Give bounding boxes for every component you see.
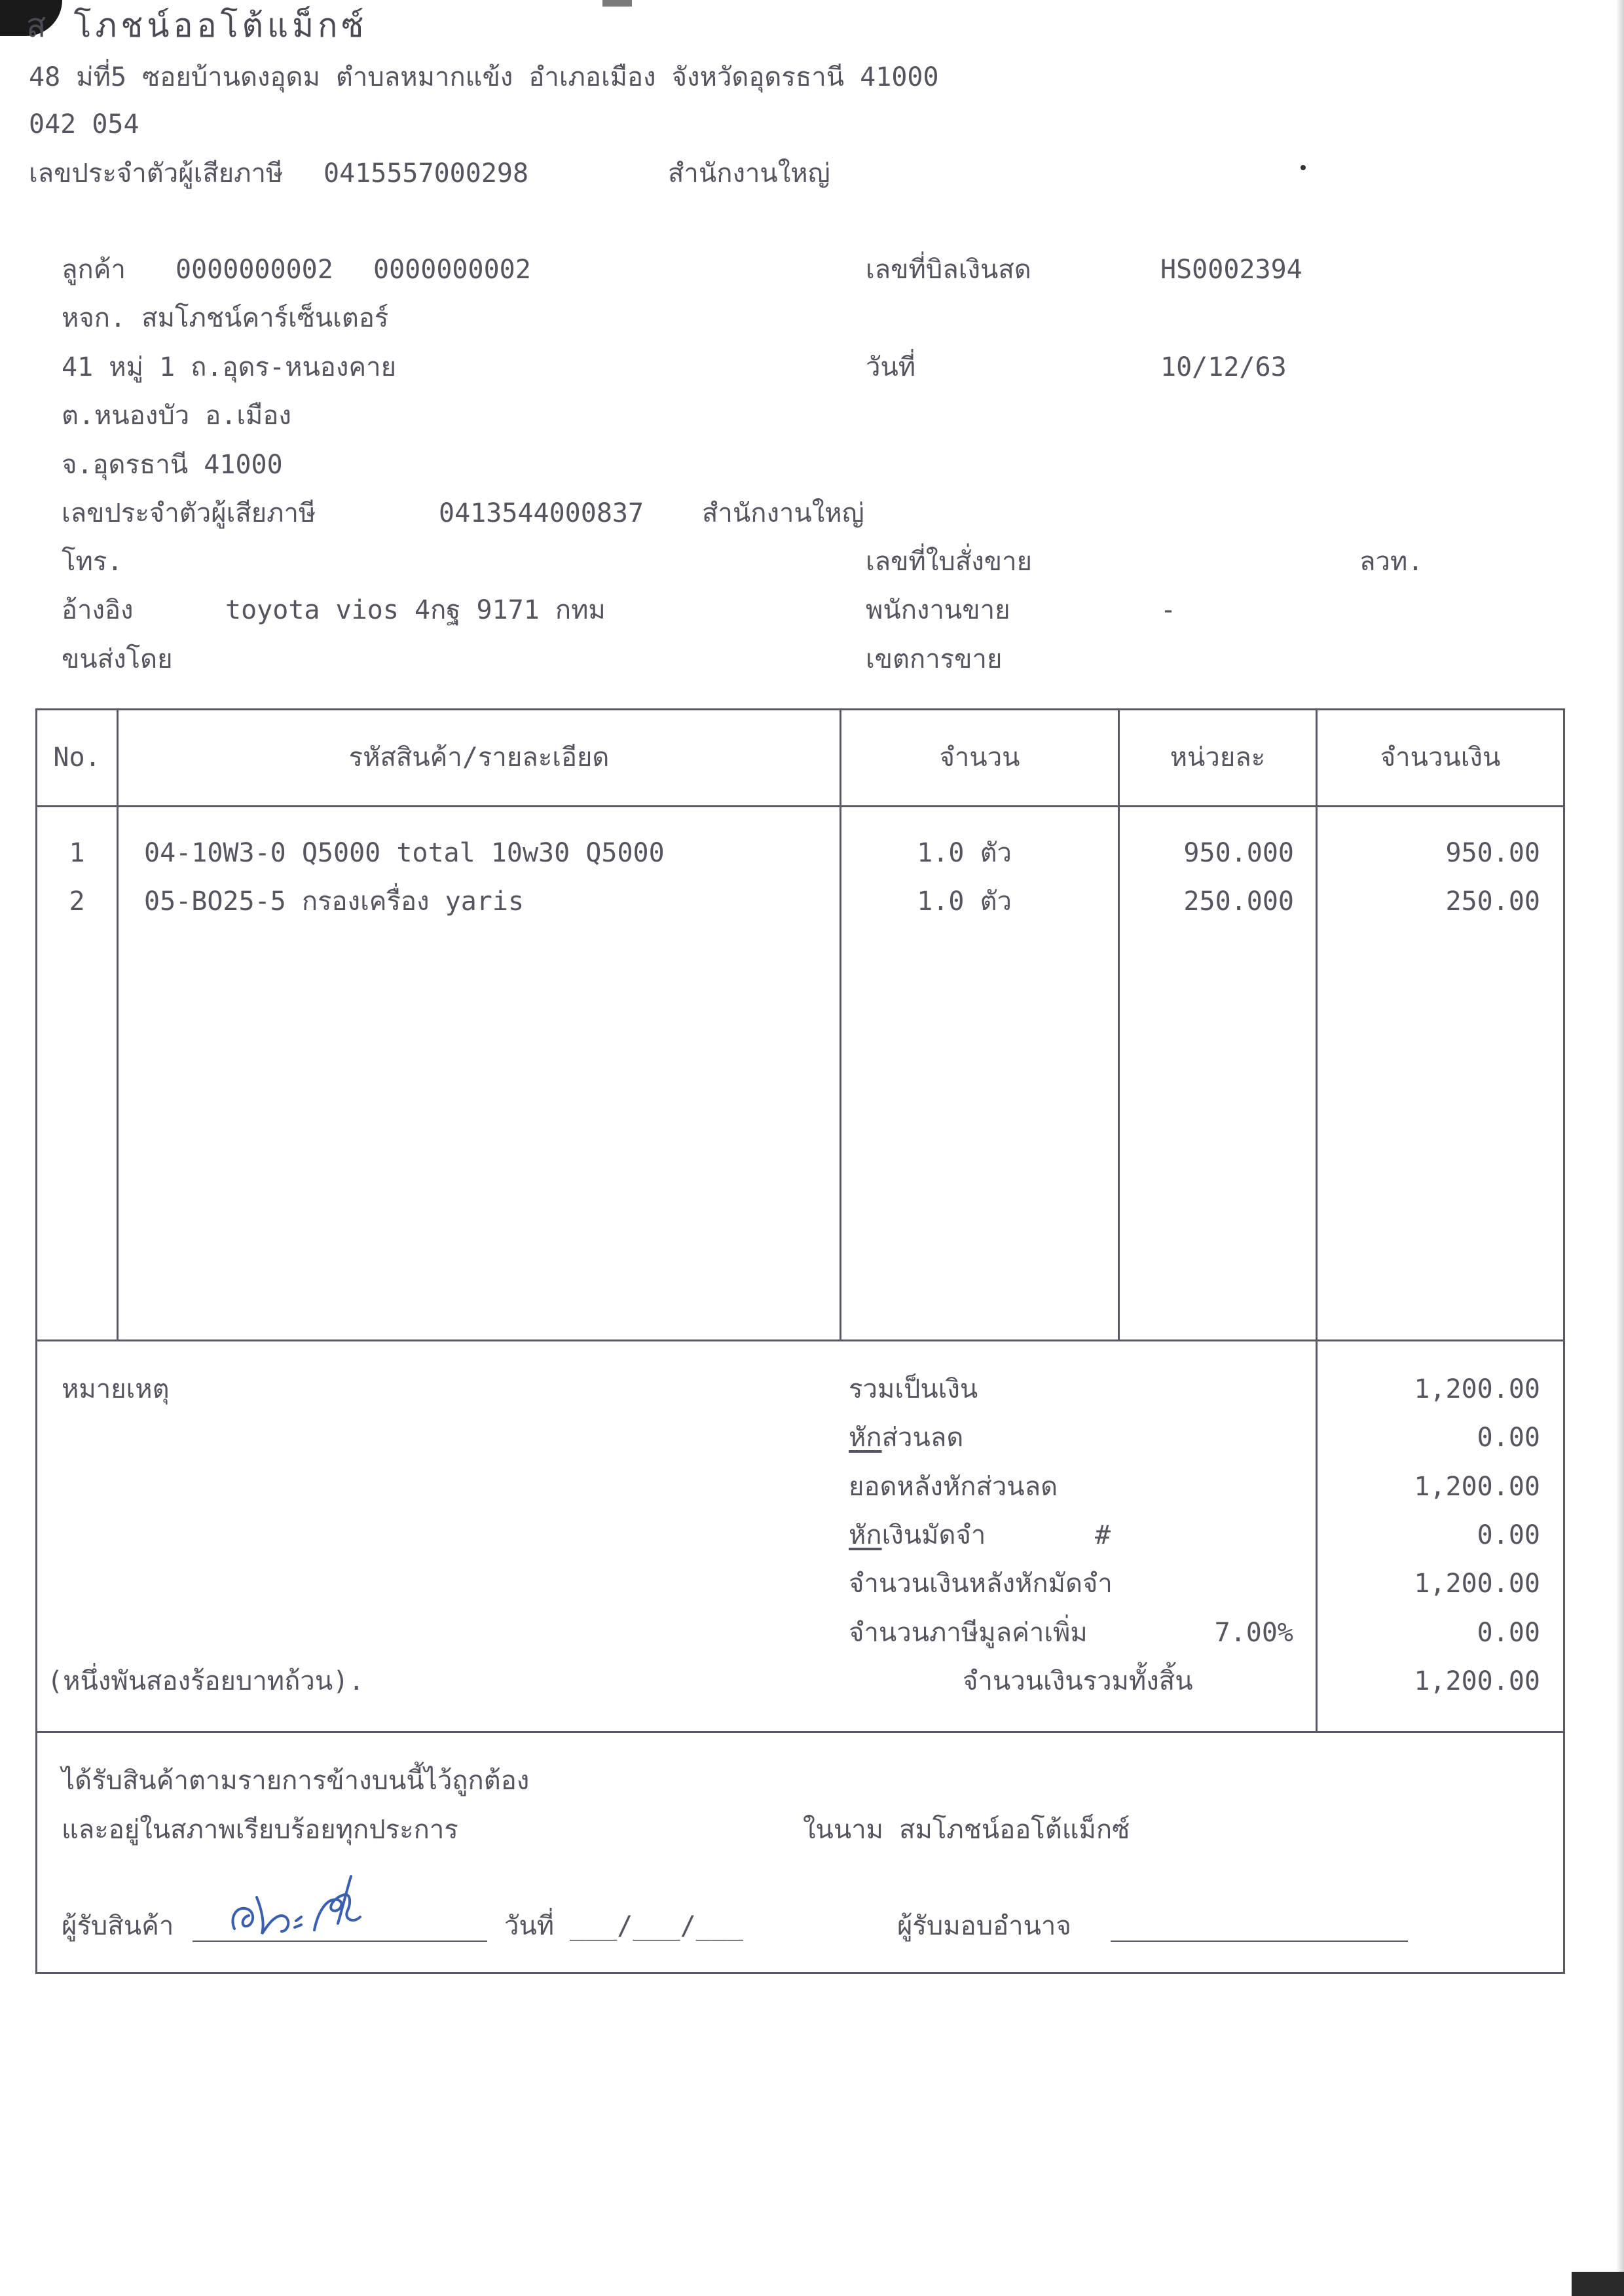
header-description: รหัสสินค้า/รายละเอียด [348,742,610,773]
row-2-amount: 250.00 [1445,886,1540,917]
deposit-label-prefix: หัก [849,1520,882,1550]
deposit-hash: # [1095,1520,1111,1550]
vat-value: 0.00 [1477,1618,1540,1648]
handwritten-signature [223,1871,380,1943]
header-amount: จำนวนเงิน [1380,742,1501,773]
after-deposit-value: 1,200.00 [1414,1569,1540,1599]
customer-address-line2: ต.หนองบัว อ.เมือง [62,401,291,431]
customer-tax-id-label: เลขประจำตัวผู้เสียภาษี [62,498,316,528]
subtotal-label: รวมเป็นเงิน [849,1374,978,1404]
grand-total-value: 1,200.00 [1414,1666,1540,1696]
row-1-unit-price: 950.000 [1183,838,1294,868]
discount-label-rest: ส่วนลด [881,1423,964,1453]
company-address: 48 ม่ที่5 ซอยบ้านดงอุดม ตำบลหมากแข้ง อำเภอเมือง จังหวัดอุดรธานี 41000 [29,62,939,92]
customer-label: ลูกค้า [62,255,126,285]
table-top-border [35,708,1565,710]
after-deposit-label: จำนวนเงินหลังหักมัดจำ [849,1569,1113,1599]
scan-top-smudge [602,0,632,7]
received-statement-line2: และอยู่ในสภาพเรียบร้อยทุกประการ [62,1815,458,1845]
company-phone: 042 054 [29,109,139,139]
table-bottom-border [35,1972,1565,1974]
bill-date-value: 10/12/63 [1160,352,1287,382]
header-quantity: จำนวน [939,742,1020,773]
row-2-quantity: 1.0 ตัว [917,886,1012,917]
after-discount-value: 1,200.00 [1414,1472,1540,1502]
vat-label: จำนวนภาษีมูลค่าเพิ่ม [849,1618,1088,1648]
deposit-value: 0.00 [1477,1520,1540,1550]
customer-phone-label: โทร. [62,547,123,577]
bill-no-label: เลขที่บิลเงินสด [866,255,1031,285]
authorized-signature-line[interactable] [1111,1941,1408,1942]
discount-label [849,1425,963,1451]
sales-area-label: เขตการขาย [866,644,1003,674]
row-1-amount: 950.00 [1445,838,1540,868]
discount-label-prefix: หัก [849,1423,882,1453]
sales-order-extra: ลวท. [1359,547,1424,577]
row-1-quantity: 1.0 ตัว [917,838,1012,868]
received-statement-line1: ได้รับสินค้าตามรายการข้างบนนี้ไว้ถูกต้อง [62,1766,530,1796]
ship-by-label: ขนส่งโดย [62,644,173,674]
col-divider-no [117,708,119,1341]
company-name: ส โภชน์ออโต้แม็กซ์ [26,7,368,45]
row-2-description: 05-BO25-5 กรองเครื่อง yaris [144,886,525,917]
sales-order-label: เลขที่ใบสั่งขาย [866,547,1033,577]
customer-name: หจก. สมโภชน์คาร์เซ็นเตอร์ [62,303,389,333]
amount-in-words: (หนึ่งพันสองร้อยบาทถ้วน). [47,1666,365,1696]
after-discount-label: ยอดหลังหักส่วนลด [849,1472,1058,1502]
authorized-label: ผู้รับมอบอำนาจ [897,1911,1071,1941]
customer-ref-value: toyota vios 4กฐ 9171 กทม [225,595,606,625]
customer-code: 0000000002 [175,255,333,285]
vat-rate: 7.00% [1214,1618,1293,1648]
scan-speck [1301,165,1306,170]
customer-address-line1: 41 หมู่ 1 ถ.อุดร-หนองคาย [62,352,397,382]
col-divider-desc [840,708,841,1341]
receiver-signature [223,1871,380,1943]
scan-right-edge [1616,0,1624,2296]
row-2-unit-price: 250.000 [1183,886,1294,917]
row-1-no: 1 [69,838,85,868]
header-unit-price: หน่วยละ [1170,742,1266,773]
deposit-label-rest: เงินมัดจำ [881,1520,986,1550]
company-tax-id-label: เลขประจำตัวผู้เสียภาษี [29,158,284,189]
grand-total-label: จำนวนเงินรวมทั้งสิ้น [963,1666,1193,1696]
company-branch: สำนักงานใหญ่ [668,158,830,189]
deposit-label [849,1522,986,1548]
table-body-bottom [35,1339,1565,1341]
subtotal-value: 1,200.00 [1414,1374,1540,1404]
table-header-divider [35,805,1565,807]
remark-label: หมายเหตุ [62,1374,170,1404]
receive-date-label: วันที่ [504,1911,555,1941]
row-2-no: 2 [69,886,85,917]
customer-branch: สำนักงานใหญ่ [702,498,864,528]
table-right-border [1563,708,1565,1974]
salesperson-value: - [1160,595,1177,625]
discount-value: 0.00 [1477,1423,1540,1453]
row-1-description: 04-10W3-0 Q5000 total 10w30 Q5000 [144,838,665,868]
receive-date-blank[interactable]: ___/___/___ [570,1911,743,1941]
bill-date-label: วันที่ [866,352,916,382]
company-tax-id: 0415557000298 [323,158,529,189]
customer-ref-label: อ้างอิง [62,595,134,625]
header-no: No. [53,742,101,773]
col-divider-qty [1118,708,1120,1341]
scan-bottom-corner [1572,2272,1624,2296]
table-summary-bottom [35,1731,1565,1733]
receiver-label: ผู้รับสินค้า [62,1911,174,1941]
customer-tax-id: 0413544000837 [439,498,644,528]
customer-code-2: 0000000002 [373,255,531,285]
on-behalf-text: ในนาม สมโภชน์ออโต้แม็กซ์ [803,1815,1130,1845]
customer-address-line3: จ.อุดรธานี 41000 [62,450,283,480]
bill-no-value: HS0002394 [1160,255,1302,285]
salesperson-label: พนักงานขาย [866,595,1010,625]
